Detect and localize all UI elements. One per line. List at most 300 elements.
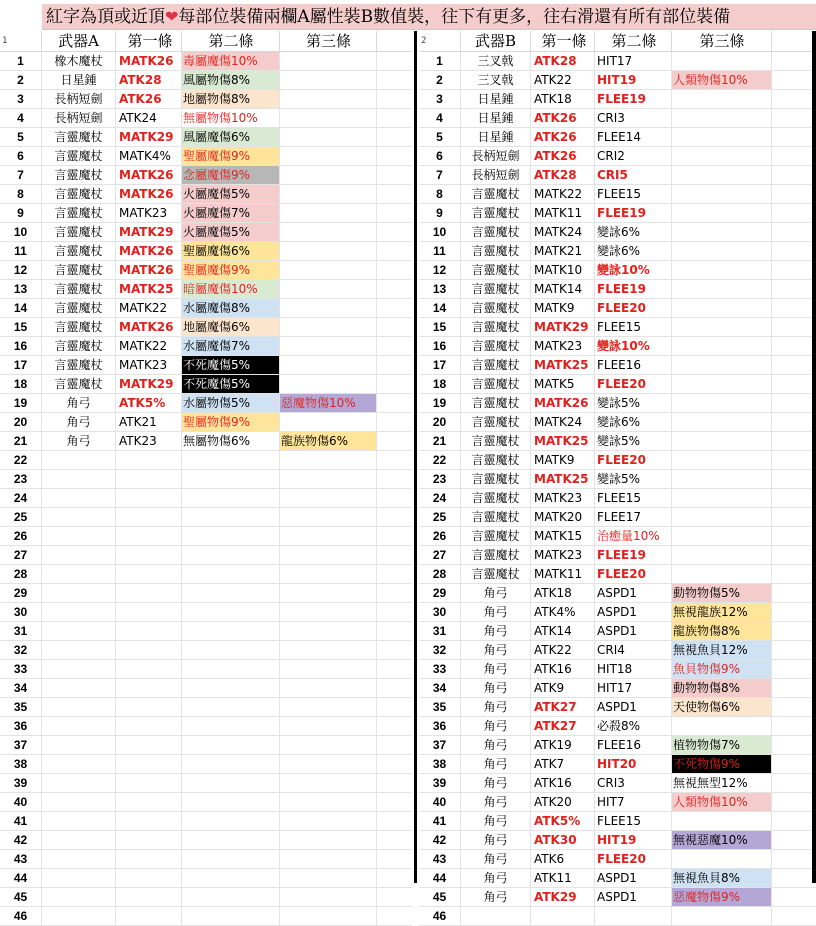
stat-3-cell[interactable] [672, 90, 772, 108]
row-number[interactable]: 27 [419, 546, 461, 564]
row-number[interactable]: 12 [0, 261, 42, 279]
stat-1-cell[interactable] [116, 774, 182, 792]
stat-2-cell[interactable] [182, 812, 280, 830]
stat-2-cell[interactable] [182, 489, 280, 507]
stat-2-cell[interactable]: HIT7 [595, 793, 672, 811]
stat-3-cell[interactable] [280, 907, 377, 925]
row-number[interactable]: 24 [419, 489, 461, 507]
weapon-cell[interactable] [42, 603, 116, 621]
stat-3-cell[interactable] [280, 527, 377, 545]
weapon-cell[interactable] [42, 489, 116, 507]
row-number[interactable]: 13 [419, 280, 461, 298]
stat-3-cell[interactable] [672, 166, 772, 184]
row-number[interactable]: 10 [419, 223, 461, 241]
stat-3-cell[interactable] [280, 603, 377, 621]
stat-1-cell[interactable] [116, 812, 182, 830]
stat-2-cell[interactable]: CRI2 [595, 147, 672, 165]
row-number[interactable]: 40 [419, 793, 461, 811]
row-number[interactable]: 3 [0, 90, 42, 108]
stat-1-cell[interactable]: MATK26 [116, 242, 182, 260]
stat-2-cell[interactable]: ASPD1 [595, 584, 672, 602]
stat-2-cell[interactable]: CRI4 [595, 641, 672, 659]
stat-1-cell[interactable]: MATK23 [531, 337, 595, 355]
stat-1-cell[interactable]: MATK14 [531, 280, 595, 298]
stat-3-cell[interactable] [280, 413, 377, 431]
row-number[interactable]: 7 [419, 166, 461, 184]
weapon-cell[interactable] [42, 717, 116, 735]
row-number[interactable]: 2 [0, 71, 42, 89]
stat-3-cell[interactable] [672, 717, 772, 735]
stat-2-cell[interactable] [182, 698, 280, 716]
stat-2-cell[interactable]: 地屬物傷8% [182, 90, 280, 108]
stat-2-cell[interactable]: 地屬魔傷6% [182, 318, 280, 336]
stat-1-cell[interactable]: MATK23 [116, 204, 182, 222]
row-number[interactable]: 34 [0, 679, 42, 697]
stat-3-cell[interactable]: 動物物傷5% [672, 584, 772, 602]
weapon-cell[interactable]: 言靈魔杖 [461, 261, 531, 279]
stat-3-cell[interactable] [672, 432, 772, 450]
stat-1-cell[interactable]: ATK9 [531, 679, 595, 697]
stat-2-cell[interactable]: HIT19 [595, 71, 672, 89]
stat-2-cell[interactable]: FLEE15 [595, 185, 672, 203]
stat-2-cell[interactable]: FLEE16 [595, 356, 672, 374]
stat-1-cell[interactable]: MATK29 [116, 375, 182, 393]
stat-1-cell[interactable]: ATK28 [531, 52, 595, 70]
stat-2-cell[interactable]: 必殺8% [595, 717, 672, 735]
row-number[interactable]: 17 [419, 356, 461, 374]
weapon-cell[interactable]: 角弓 [461, 850, 531, 868]
row-number[interactable]: 43 [0, 850, 42, 868]
stat-1-cell[interactable]: MATK4% [116, 147, 182, 165]
stat-1-cell[interactable]: MATK26 [116, 185, 182, 203]
weapon-cell[interactable]: 言靈魔杖 [42, 261, 116, 279]
row-number[interactable]: 5 [0, 128, 42, 146]
weapon-cell[interactable] [42, 451, 116, 469]
row-number[interactable]: 12 [419, 261, 461, 279]
stat-1-cell[interactable] [116, 793, 182, 811]
stat-3-cell[interactable] [672, 204, 772, 222]
weapon-cell[interactable]: 日星鍾 [42, 71, 116, 89]
stat-1-cell[interactable] [116, 603, 182, 621]
stat-2-cell[interactable]: 風屬物傷8% [182, 71, 280, 89]
stat-1-cell[interactable]: MATK25 [116, 280, 182, 298]
stat-1-cell[interactable]: ATK19 [531, 736, 595, 754]
stat-1-cell[interactable]: ATK22 [531, 641, 595, 659]
row-number[interactable]: 30 [0, 603, 42, 621]
stat-3-cell[interactable] [280, 318, 377, 336]
stat-3-cell[interactable] [280, 109, 377, 127]
stat-3-cell[interactable] [672, 223, 772, 241]
stat-1-cell[interactable]: ATK23 [116, 432, 182, 450]
stat-1-cell[interactable]: ATK30 [531, 831, 595, 849]
stat-3-cell[interactable] [672, 907, 772, 925]
stat-1-cell[interactable]: ATK5% [531, 812, 595, 830]
row-number[interactable]: 14 [0, 299, 42, 317]
weapon-cell[interactable] [42, 831, 116, 849]
weapon-cell[interactable]: 角弓 [461, 869, 531, 887]
stat-3-cell[interactable] [280, 52, 377, 70]
stat-2-cell[interactable]: FLEE20 [595, 375, 672, 393]
stat-2-cell[interactable]: 變詠10% [595, 261, 672, 279]
row-number[interactable]: 17 [0, 356, 42, 374]
stat-2-cell[interactable]: 變詠6% [595, 413, 672, 431]
stat-1-cell[interactable]: MATK9 [531, 451, 595, 469]
row-number[interactable]: 9 [0, 204, 42, 222]
stat-1-cell[interactable]: MATK26 [116, 166, 182, 184]
column-header[interactable]: 第一條 [116, 31, 182, 51]
stat-1-cell[interactable]: ATK26 [531, 147, 595, 165]
stat-3-cell[interactable] [280, 641, 377, 659]
stat-3-cell[interactable] [280, 280, 377, 298]
stat-3-cell[interactable] [672, 451, 772, 469]
row-number[interactable]: 40 [0, 793, 42, 811]
stat-2-cell[interactable]: 不死魔傷5% [182, 375, 280, 393]
stat-1-cell[interactable]: ATK26 [531, 128, 595, 146]
row-number[interactable]: 32 [0, 641, 42, 659]
row-number[interactable]: 25 [419, 508, 461, 526]
weapon-cell[interactable]: 長柄短劍 [461, 166, 531, 184]
stat-1-cell[interactable]: ATK11 [531, 869, 595, 887]
stat-2-cell[interactable] [595, 907, 672, 925]
stat-3-cell[interactable] [280, 622, 377, 640]
stat-2-cell[interactable]: 變詠5% [595, 470, 672, 488]
stat-2-cell[interactable]: FLEE14 [595, 128, 672, 146]
row-number[interactable]: 41 [0, 812, 42, 830]
stat-3-cell[interactable] [280, 242, 377, 260]
stat-2-cell[interactable]: 火屬魔傷5% [182, 185, 280, 203]
stat-2-cell[interactable]: FLEE19 [595, 546, 672, 564]
weapon-cell[interactable] [42, 527, 116, 545]
stat-2-cell[interactable] [182, 755, 280, 773]
stat-3-cell[interactable]: 惡魔物傷10% [280, 394, 377, 412]
row-number[interactable]: 26 [419, 527, 461, 545]
stat-3-cell[interactable]: 人類物傷10% [672, 793, 772, 811]
stat-1-cell[interactable]: ATK29 [531, 888, 595, 906]
stat-3-cell[interactable] [280, 584, 377, 602]
stat-1-cell[interactable]: ATK6 [531, 850, 595, 868]
weapon-cell[interactable]: 三叉戟 [461, 71, 531, 89]
stat-3-cell[interactable] [280, 299, 377, 317]
row-number[interactable]: 29 [419, 584, 461, 602]
stat-2-cell[interactable]: CRI3 [595, 774, 672, 792]
stat-2-cell[interactable]: FLEE16 [595, 736, 672, 754]
weapon-cell[interactable]: 言靈魔杖 [461, 204, 531, 222]
stat-1-cell[interactable]: ATK7 [531, 755, 595, 773]
stat-2-cell[interactable]: CRI5 [595, 166, 672, 184]
stat-3-cell[interactable] [280, 71, 377, 89]
row-number[interactable]: 20 [0, 413, 42, 431]
stat-2-cell[interactable]: HIT18 [595, 660, 672, 678]
stat-3-cell[interactable] [280, 451, 377, 469]
stat-3-cell[interactable] [672, 527, 772, 545]
stat-2-cell[interactable]: 暗屬魔傷10% [182, 280, 280, 298]
stat-3-cell[interactable] [672, 147, 772, 165]
row-number[interactable]: 38 [419, 755, 461, 773]
weapon-cell[interactable]: 角弓 [461, 774, 531, 792]
stat-3-cell[interactable]: 魚貝物傷9% [672, 660, 772, 678]
row-number[interactable]: 15 [0, 318, 42, 336]
weapon-cell[interactable]: 言靈魔杖 [461, 299, 531, 317]
stat-3-cell[interactable] [280, 660, 377, 678]
stat-2-cell[interactable]: ASPD1 [595, 869, 672, 887]
stat-2-cell[interactable]: 變詠5% [595, 394, 672, 412]
weapon-cell[interactable]: 言靈魔杖 [461, 280, 531, 298]
weapon-cell[interactable]: 角弓 [461, 812, 531, 830]
weapon-cell[interactable] [42, 907, 116, 925]
weapon-cell[interactable]: 角弓 [461, 603, 531, 621]
stat-3-cell[interactable] [672, 356, 772, 374]
stat-1-cell[interactable]: ATK26 [116, 90, 182, 108]
stat-1-cell[interactable]: ATK22 [531, 71, 595, 89]
weapon-cell[interactable] [42, 698, 116, 716]
weapon-cell[interactable]: 言靈魔杖 [461, 432, 531, 450]
weapon-cell[interactable]: 言靈魔杖 [461, 489, 531, 507]
stat-2-cell[interactable]: 變詠5% [595, 432, 672, 450]
row-number[interactable]: 36 [419, 717, 461, 735]
stat-2-cell[interactable]: FLEE15 [595, 812, 672, 830]
stat-1-cell[interactable]: MATK26 [116, 52, 182, 70]
weapon-cell[interactable]: 言靈魔杖 [461, 565, 531, 583]
stat-2-cell[interactable] [182, 660, 280, 678]
weapon-cell[interactable]: 三叉戟 [461, 52, 531, 70]
row-number[interactable]: 46 [419, 907, 461, 925]
stat-2-cell[interactable]: 無屬物傷10% [182, 109, 280, 127]
stat-1-cell[interactable]: MATK26 [116, 318, 182, 336]
row-number[interactable]: 8 [0, 185, 42, 203]
stat-2-cell[interactable] [182, 584, 280, 602]
stat-2-cell[interactable] [182, 603, 280, 621]
stat-1-cell[interactable] [116, 565, 182, 583]
row-number[interactable]: 38 [0, 755, 42, 773]
stat-1-cell[interactable]: MATK29 [116, 223, 182, 241]
column-header[interactable]: 第二條 [182, 31, 280, 51]
stat-3-cell[interactable] [280, 489, 377, 507]
stat-3-cell[interactable] [280, 755, 377, 773]
stat-3-cell[interactable]: 不死物傷9% [672, 755, 772, 773]
stat-3-cell[interactable]: 動物物傷8% [672, 679, 772, 697]
stat-2-cell[interactable]: HIT20 [595, 755, 672, 773]
stat-1-cell[interactable]: ATK20 [531, 793, 595, 811]
weapon-cell[interactable]: 橡木魔杖 [42, 52, 116, 70]
stat-3-cell[interactable] [672, 337, 772, 355]
weapon-cell[interactable]: 言靈魔杖 [42, 337, 116, 355]
row-number[interactable]: 30 [419, 603, 461, 621]
stat-1-cell[interactable]: MATK29 [116, 128, 182, 146]
weapon-cell[interactable]: 言靈魔杖 [42, 242, 116, 260]
stat-1-cell[interactable] [116, 869, 182, 887]
stat-2-cell[interactable]: FLEE15 [595, 318, 672, 336]
row-number[interactable]: 29 [0, 584, 42, 602]
stat-3-cell[interactable] [280, 204, 377, 222]
stat-2-cell[interactable] [182, 451, 280, 469]
stat-3-cell[interactable]: 無視魚貝12% [672, 641, 772, 659]
row-number[interactable]: 20 [419, 413, 461, 431]
stat-1-cell[interactable] [116, 489, 182, 507]
stat-1-cell[interactable]: ATK16 [531, 774, 595, 792]
stat-2-cell[interactable]: 水屬物傷5% [182, 394, 280, 412]
stat-2-cell[interactable] [182, 888, 280, 906]
stat-1-cell[interactable]: MATK22 [116, 299, 182, 317]
stat-2-cell[interactable]: 水屬魔傷8% [182, 299, 280, 317]
row-number[interactable]: 45 [419, 888, 461, 906]
stat-1-cell[interactable] [116, 755, 182, 773]
weapon-cell[interactable]: 角弓 [461, 622, 531, 640]
weapon-cell[interactable]: 角弓 [461, 717, 531, 735]
stat-2-cell[interactable]: ASPD1 [595, 622, 672, 640]
stat-1-cell[interactable] [116, 736, 182, 754]
row-number[interactable]: 42 [419, 831, 461, 849]
row-number[interactable]: 35 [419, 698, 461, 716]
row-number[interactable]: 16 [419, 337, 461, 355]
stat-3-cell[interactable] [672, 812, 772, 830]
stat-3-cell[interactable]: 天使物傷6% [672, 698, 772, 716]
stat-1-cell[interactable] [116, 508, 182, 526]
weapon-cell[interactable]: 長柄短劍 [461, 147, 531, 165]
stat-3-cell[interactable] [672, 413, 772, 431]
stat-2-cell[interactable] [182, 907, 280, 925]
stat-1-cell[interactable] [116, 641, 182, 659]
row-number[interactable]: 1 [0, 52, 42, 70]
column-letter[interactable]: 1 [0, 31, 42, 51]
stat-3-cell[interactable] [280, 774, 377, 792]
stat-2-cell[interactable] [182, 831, 280, 849]
stat-2-cell[interactable]: FLEE20 [595, 299, 672, 317]
row-number[interactable]: 31 [419, 622, 461, 640]
stat-3-cell[interactable] [672, 565, 772, 583]
stat-2-cell[interactable]: 變詠10% [595, 337, 672, 355]
row-number[interactable]: 22 [419, 451, 461, 469]
weapon-cell[interactable]: 言靈魔杖 [461, 337, 531, 355]
stat-1-cell[interactable] [116, 698, 182, 716]
stat-2-cell[interactable]: 治癒量10% [595, 527, 672, 545]
row-number[interactable]: 44 [0, 869, 42, 887]
stat-1-cell[interactable] [116, 584, 182, 602]
column-header[interactable]: 武器B [461, 31, 531, 51]
row-number[interactable]: 4 [0, 109, 42, 127]
stat-2-cell[interactable]: HIT19 [595, 831, 672, 849]
stat-3-cell[interactable] [280, 546, 377, 564]
weapon-cell[interactable]: 角弓 [461, 679, 531, 697]
weapon-cell[interactable]: 角弓 [461, 698, 531, 716]
stat-2-cell[interactable]: FLEE19 [595, 204, 672, 222]
stat-3-cell[interactable] [672, 470, 772, 488]
stat-2-cell[interactable]: FLEE19 [595, 90, 672, 108]
weapon-cell[interactable]: 言靈魔杖 [461, 242, 531, 260]
row-number[interactable]: 32 [419, 641, 461, 659]
stat-1-cell[interactable] [116, 622, 182, 640]
stat-3-cell[interactable] [672, 299, 772, 317]
weapon-cell[interactable]: 長柄短劍 [42, 109, 116, 127]
stat-3-cell[interactable] [280, 166, 377, 184]
column-header[interactable]: 第三條 [672, 31, 772, 51]
row-number[interactable]: 5 [419, 128, 461, 146]
stat-3-cell[interactable]: 龍族物傷8% [672, 622, 772, 640]
stat-1-cell[interactable] [116, 451, 182, 469]
weapon-cell[interactable]: 長柄短劍 [42, 90, 116, 108]
row-number[interactable]: 46 [0, 907, 42, 925]
weapon-cell[interactable]: 角弓 [42, 413, 116, 431]
stat-3-cell[interactable]: 無視惡魔10% [672, 831, 772, 849]
stat-1-cell[interactable]: ATK27 [531, 717, 595, 735]
stat-3-cell[interactable] [672, 52, 772, 70]
stat-2-cell[interactable] [182, 641, 280, 659]
stat-3-cell[interactable] [280, 736, 377, 754]
stat-2-cell[interactable] [182, 793, 280, 811]
weapon-cell[interactable]: 角弓 [461, 888, 531, 906]
row-number[interactable]: 37 [0, 736, 42, 754]
stat-3-cell[interactable] [280, 888, 377, 906]
stat-2-cell[interactable]: FLEE20 [595, 451, 672, 469]
stat-1-cell[interactable] [531, 907, 595, 925]
weapon-cell[interactable]: 言靈魔杖 [461, 413, 531, 431]
column-header[interactable]: 第二條 [595, 31, 672, 51]
stat-3-cell[interactable] [280, 679, 377, 697]
weapon-cell[interactable]: 言靈魔杖 [42, 318, 116, 336]
row-number[interactable]: 23 [419, 470, 461, 488]
stat-2-cell[interactable]: ASPD1 [595, 603, 672, 621]
weapon-cell[interactable]: 言靈魔杖 [461, 470, 531, 488]
row-number[interactable]: 11 [419, 242, 461, 260]
stat-3-cell[interactable] [280, 717, 377, 735]
row-number[interactable]: 9 [419, 204, 461, 222]
stat-2-cell[interactable]: 火屬魔傷7% [182, 204, 280, 222]
stat-1-cell[interactable] [116, 831, 182, 849]
stat-2-cell[interactable]: 聖屬魔傷6% [182, 242, 280, 260]
stat-1-cell[interactable]: MATK22 [116, 337, 182, 355]
stat-3-cell[interactable] [672, 508, 772, 526]
row-number[interactable]: 7 [0, 166, 42, 184]
stat-2-cell[interactable]: ASPD1 [595, 698, 672, 716]
row-number[interactable]: 3 [419, 90, 461, 108]
weapon-cell[interactable] [42, 679, 116, 697]
stat-1-cell[interactable]: ATK5% [116, 394, 182, 412]
stat-1-cell[interactable]: MATK22 [531, 185, 595, 203]
stat-1-cell[interactable]: MATK23 [531, 489, 595, 507]
stat-2-cell[interactable]: 變詠6% [595, 242, 672, 260]
stat-2-cell[interactable]: ASPD1 [595, 888, 672, 906]
stat-1-cell[interactable]: MATK25 [531, 356, 595, 374]
stat-3-cell[interactable] [280, 812, 377, 830]
weapon-cell[interactable] [42, 774, 116, 792]
stat-1-cell[interactable]: ATK28 [116, 71, 182, 89]
weapon-cell[interactable]: 言靈魔杖 [461, 223, 531, 241]
row-number[interactable]: 39 [419, 774, 461, 792]
stat-1-cell[interactable]: ATK14 [531, 622, 595, 640]
stat-1-cell[interactable]: MATK24 [531, 223, 595, 241]
stat-1-cell[interactable]: ATK18 [531, 90, 595, 108]
row-number[interactable]: 35 [0, 698, 42, 716]
weapon-cell[interactable]: 言靈魔杖 [461, 451, 531, 469]
row-number[interactable]: 18 [0, 375, 42, 393]
weapon-cell[interactable]: 言靈魔杖 [42, 185, 116, 203]
row-number[interactable]: 16 [0, 337, 42, 355]
weapon-cell[interactable] [42, 565, 116, 583]
weapon-cell[interactable]: 角弓 [461, 793, 531, 811]
stat-2-cell[interactable] [182, 869, 280, 887]
weapon-cell[interactable]: 言靈魔杖 [42, 375, 116, 393]
stat-3-cell[interactable]: 植物物傷7% [672, 736, 772, 754]
stat-3-cell[interactable] [672, 185, 772, 203]
stat-2-cell[interactable]: 念屬魔傷9% [182, 166, 280, 184]
stat-3-cell[interactable] [672, 280, 772, 298]
weapon-cell[interactable]: 言靈魔杖 [42, 223, 116, 241]
row-number[interactable]: 1 [419, 52, 461, 70]
weapon-cell[interactable] [461, 907, 531, 925]
weapon-cell[interactable] [42, 641, 116, 659]
stat-1-cell[interactable]: MATK20 [531, 508, 595, 526]
stat-1-cell[interactable]: MATK11 [531, 565, 595, 583]
stat-1-cell[interactable] [116, 717, 182, 735]
